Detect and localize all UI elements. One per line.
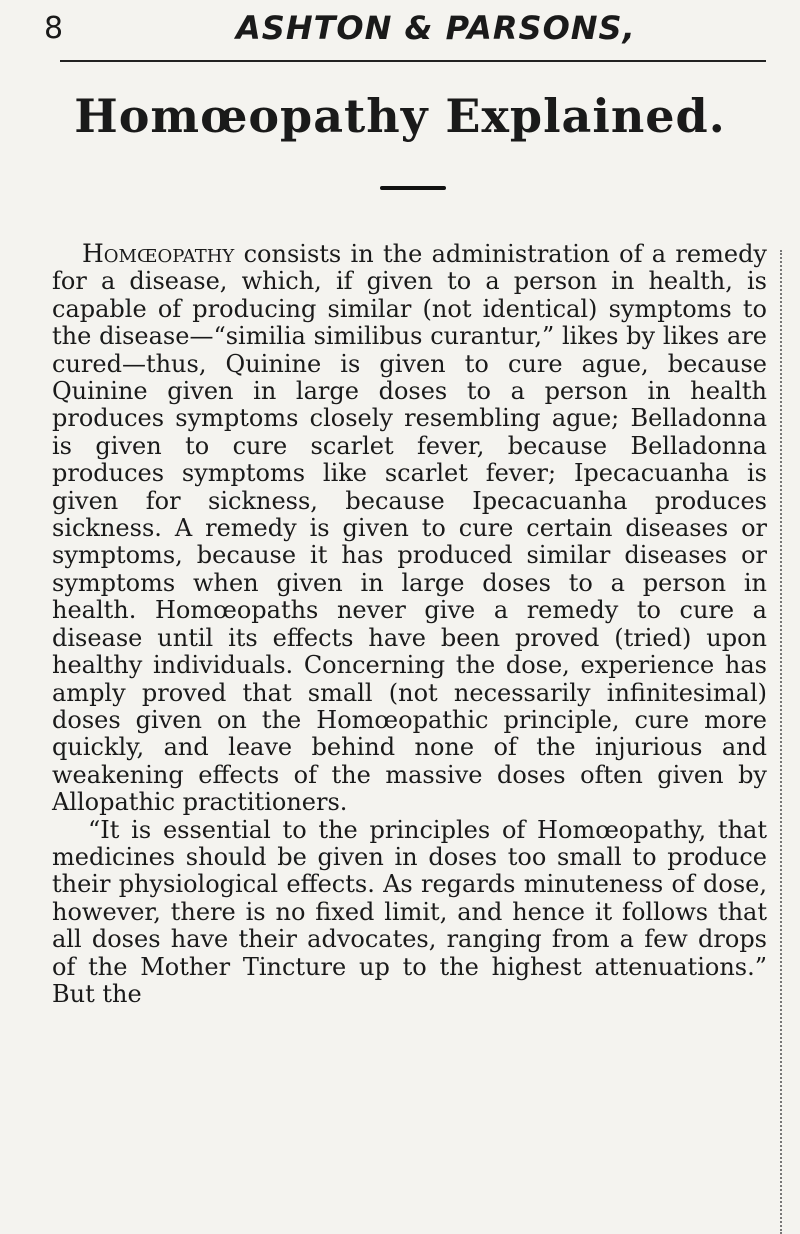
paragraph-2-text: “It is essential to the principles of Homœopathy, that medicines should be given in doses too small to produce their physiological effects. As regards minuteness of dose, however, there is no fixed limit, and hence it follows that all doses have their advocates, ranging from a few drops of the Mother Tincture up to the highest attenuations.” But the [52, 815, 767, 1008]
title-ornament [380, 186, 446, 190]
running-head: ASHTON & PARSONS, [236, 9, 636, 47]
paragraph-2 [52, 817, 767, 1009]
header-rule [60, 60, 766, 62]
page-header [0, 0, 800, 60]
page-number: 8 [44, 11, 64, 46]
paragraph-1-text: consists in the administration of a remedy for a disease, which, if given to a person in health, is capable of producing similar (not identical) symptoms to the disease—“similia similibus curantur,” likes by likes are cured—thus, Quinine is given to cure ague, because Quinine given in large doses to a person in health produces symptoms closely resembling ague; Belladonna is given to cure scarlet fever, because Belladonna produces symptoms like scarlet fever; Ipecacuanha is given for sickness, because Ipecacuanha produces sickness. A remedy is given to cure certain diseases or symptoms, because it has produced similar diseases or symptoms when given in large doses to a person in health. Homœopaths never give a remedy to cure a disease until its effects have been proved (tried) upon healthy individuals. Concerning the dose, experience has amply proved that small (not necessarily infinitesimal) doses given on the Homœopathic principle, cure more quickly, and leave behind none of the injurious and weakening effects of the massive doses often given by Allopathic practitioners. [52, 240, 767, 817]
paragraph-lead-word: Homœopathy [82, 239, 235, 268]
page-edge-shadow [772, 250, 782, 1234]
body-text [52, 240, 767, 1008]
page-title: Homœopathy Explained. [74, 89, 726, 143]
paragraph-1 [52, 240, 767, 817]
